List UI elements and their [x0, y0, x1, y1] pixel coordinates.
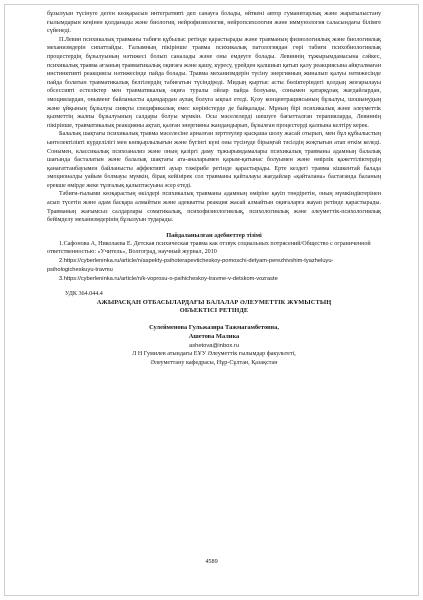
article-title-line-1: АЖЫРАСҚАН ОТБАСЫЛАРДАҒЫ БАЛАЛАР ӘЛЕУМЕТТІК ЖҰМЫСТЫҢ	[96, 298, 332, 306]
reference-item-2[interactable]: 2.https://cyberleninka.ru/article/n/aspekty-psihoterapevticheskoy-pomoschi-detyam-perezhivshim-tyazheluyu-psihologicheskuyu-travmu	[47, 258, 334, 274]
author-line-1: Сулейменова Гульжазира Тажмагамбетовна,	[149, 324, 279, 332]
reference-item-1: 1.Сафонова А, Николаева Е. Детская психическая травма как отзвук социальных потрясений/Общество с ограниченной ответственностью: «Учитель», Волгоград, научный журнал, 2010	[47, 240, 371, 256]
article-title-line-2: ОБЪЕКТІСІ РЕТІНДЕ	[179, 307, 249, 315]
affiliation-line-2: Әлеуметтану кафедрасы, Нұр-Сұлтан, Қазақстан	[150, 360, 278, 366]
author-line-2: Ашетова Малика	[188, 333, 240, 341]
udk-code: УДК 364.044.4	[65, 291, 103, 298]
body-paragraph-1: бұзылуын түсінуге деген көзқарасын интегративті деп санауға болады, өйткені автор гуманитарлық және жаратылыстану ғылымдарын кеңінен қолданады және биология, нейрофизиология, нейропсихология және иммунология саласындағы білімге сүйенеді.	[47, 11, 381, 35]
body-paragraph-2: П.Левин психикалық травманы табиғи құбылыс ретінде қарастырады және травманың физиологиялық және биологиялық механизмдерін сипаттайды. Ғалымның пікірінше травма психикалық патологиядан гөрі табиғи психобиологиялық процестердің бұзылуының нәтижесі болып саналады және оны емдеуге болады. Левиннің тұжырымдамасына сәйкес, психикалық травма ағзаның травматикалық оқиғаға және қашу, күресу, үрейден қалшиып қатып қалу реакциясына айқталмаған инстинктивті реакциясы нәтижесінде пайда болады. Травма механизмдерін түсіну энергияның жиналып қалуы нәтижесінде пайда болатын травматикалық белгілердің табиғатын түсіндіреді. Мидың қыртыс асты бөліктеріндегі қолдың жоғарылауы обсессивті естеліктер мен травматикалық оқиға туралы ойлар пайда болуына, сонымен қатарқұзақ жағдайлардан, эмоциялардан, оныменг байланысты адамдардан аулақ болуға ықпал етеді. Қозу концентрациясының бұзылуы, шошынудың және ұйқының бұзылуы сияқты спецификалық емес көріністерде де байқалады. Мұның бірі психикалық және әлеуметтік қызметтің жалпы бұзылуының салдары болуы мүмкін. Осы мәселелерді шешуге бағытталған терапияларда, Левиннің пікірінше, травматикалық реакцияны ақтап, қалған энергияны жандандырып, бұзылған процестерді қалпына келтіру керек.	[47, 36, 381, 129]
body-paragraph-3: Балалық шақтағы психикалық травма мәселесіне арналған зерттеулер қысқаша шолу жасай отырып, мен бұл құбылыстың ынтелектілікті күрделілігі мен көпқырлылығын және бүгінгі күні оны түсінуде бірыңғай тәсілдің жоқтығын атап өткім келеді. Сонымен, классикалық психоанализ және оның қазіргі даму тұжырымдамалары психикалық травманы адамның балалық шағында басталатын және балалық шақтағы ата-аналарымен қарым-қатынас болуымен және өмірлік қажеттіліктердің қанағаттанбауымен байланысты аффективті ауыр тәжірибе ретінде қарастырады. Ерте кездегі травма кішкентай балада эмоционалды уайым болмауы мүмкін, бірақ кейінірек сол травманы қайталауы жағдайлар «қайталана» бастағанда баланың ерекше өмірде жеке тұлғалық қалыптасуына әсер етеді.	[47, 131, 381, 189]
page-number: 4589	[205, 558, 218, 565]
references-title: Пайдаланылған әдебиеттер тізімі	[166, 231, 262, 239]
affiliation-line-1: Л Н Гумилев атындағы ЕҰУ Әлеуметтік ғылымдар факультеті,	[132, 351, 296, 358]
reference-item-3[interactable]: 3.https://cyberleninka.ru/article/n/k-voprosu-o-psihicheskoy-travme-v-detskom-vozraste	[59, 276, 278, 283]
body-paragraph-4: Тәбиғи-ғылыми көзқарастың өкілдері психикалық травманы адамның өміріне қауіп төндіретін, оның мүмкіндіктерінен асып түсетін және адам басқара алмайтын және адекватты реакция жасай алмайтын оқиғаларға жауап ретінде қарастырады. Травманың жағымсыз салдарлары соматикалық, психофизиологиялық, психологиялық және әлеуметтік-психологиялық бейімделу механизмдерінің бұзылуын тударады.	[47, 191, 381, 224]
author-email[interactable]: ashetova@inbox.ru	[188, 342, 240, 349]
